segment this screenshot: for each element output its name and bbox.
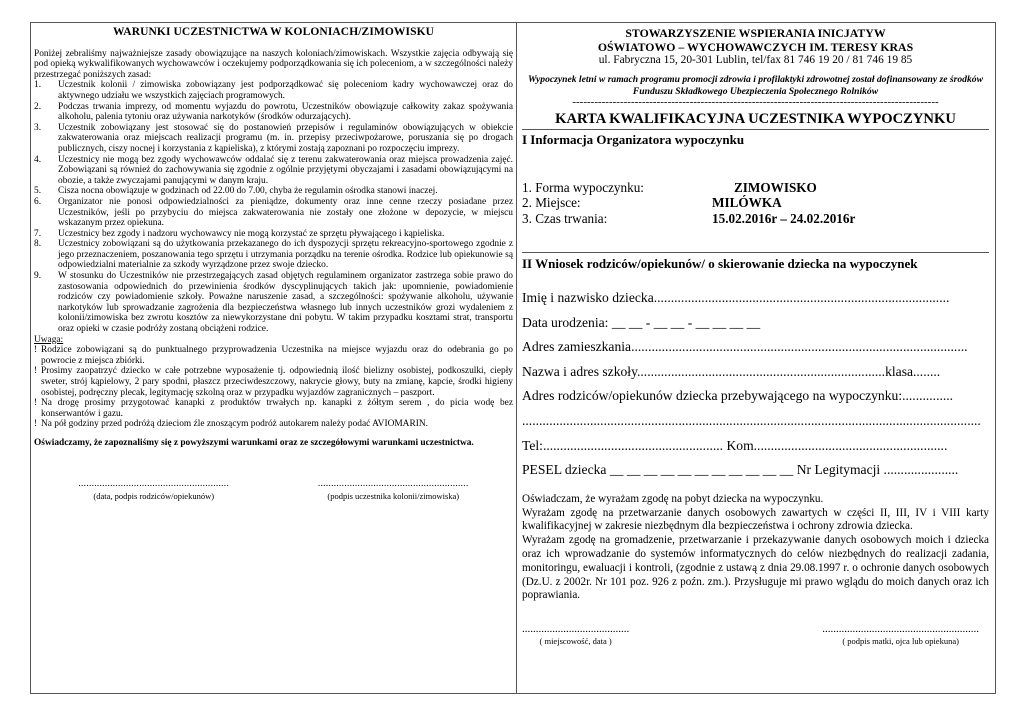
list-item: ! Prosimy zaopatrzyć dziecko w całe potrzebne wyposażenie tj. odpowiednią ilość bielizny osobistej, podkoszulki, ciepły sweter, strój kąpielowy, 2 pary spodni, płaszcz przeciwdeszczowy, nakrycie głowy, buty na zmianę, kapcie, środki higieny osobistej, podręczny plecak, legitymację szkolną oraz w przypadku wyjazdów zagranicznych – paszport. (34, 366, 513, 398)
exclamation-icon: ! (34, 398, 38, 409)
list-item: 7. Uczestnicy bez zgody i nadzoru wychowawcy nie mogą korzystać ze sprzętu pływającego i kąpieliska. (34, 228, 445, 239)
list-item: 1. Uczestnik kolonii / zimowiska zobowiązany jest podporządkować się poleceniom kadry wychowawczej oraz do aktywnego udziału we wszystkich zajęciach programowych. (34, 80, 513, 101)
conditions-column (31, 23, 517, 693)
school-address-field[interactable]: Nazwa i adres szkoły.........................................................................klasa........ (522, 363, 941, 379)
consent-statements (522, 493, 989, 603)
phone-field[interactable]: Tel:..................................................... Kom......................................................... (522, 437, 948, 453)
residence-address-field[interactable]: Adres zamieszkania................................................................................................... (522, 339, 968, 355)
pesel-field[interactable]: PESEL dziecka __ __ __ __ __ __ __ __ __ __ __ Nr Legitymacji ...................... (522, 462, 959, 478)
exclamation-icon: ! (34, 419, 38, 430)
exclamation-icon: ! (34, 345, 38, 356)
card-title: KARTA KWALIFIKACYJNA UCZESTNIKA WYPOCZYNKU (555, 110, 956, 127)
organization-name-line1: STOWARZYSZENIE WSPIERANIA INICJATYW (625, 26, 886, 40)
list-item: ! Na pół godziny przed podróżą dzieciom źle znoszącym podróż autokarem należy podać AVIOMARIN. (34, 419, 428, 430)
rules-list (34, 80, 513, 334)
document-sheet (30, 22, 996, 694)
list-item: 8. Uczestnicy zobowiązani są do użytkowania przekazanego do ich dyspozycji sprzętu rekreacyjno-sportowego zgodnie z jego przeznaczeniem, poszanowania tego sprzętu i utrzymania porządku na terenie ośrodka. Rodzice lub opiekunowie są odpowiedzialni materialnie za szkody wyrządzone przez swoje dziecko. (34, 239, 513, 271)
exclamation-icon: ! (34, 366, 38, 377)
signature-caption: ( podpis matki, ojca lub opiekuna) (842, 636, 959, 647)
parent-signature-field[interactable]: ......................................................... (data, podpis rodziców/opiekunów) (78, 478, 230, 502)
info-form-row: 1. Forma wypoczynku: ZIMOWISKO (522, 179, 817, 195)
dashed-divider: ---------------------------------------------------------------------------------------------------- (572, 97, 939, 107)
list-item: 4. Uczestnicy nie mogą bez zgody wychowawców oddalać się z terenu zakwaterowania oraz miejsca prowadzenia zajęć. Zobowiązani są również do zachowywania się zgodnie z ogólnie przyjętymi obyczajami i zasadami obowiązującymi na obozie, a także zwyczajami panującymi w danym kraju. (34, 154, 513, 186)
organizer-info (522, 180, 989, 227)
qualification-card-column (517, 23, 995, 693)
participant-signature-field[interactable]: ......................................................... (podpis uczestnika kolonii/zimowiska) (317, 478, 469, 502)
parents-address-field[interactable]: Adres rodziców/opiekunów dziecka przebywającego na wypoczynku:............... (522, 388, 954, 404)
signature-caption: (data, podpis rodziców/opiekunów) (93, 491, 215, 502)
list-item: 6. Organizator nie ponosi odpowiedzialności za pieniądze, dokumenty oraz inne cenne rzeczy posiadane przez Uczestników, jeśli po przybyciu do miejsca zakwaterowania nie zostały one złożone w depozycie, w miejscu wskazanym przez opiekuna. (34, 196, 513, 229)
signature-caption: (podpis uczestnika kolonii/zimowiska) (327, 491, 460, 502)
note-heading: Uwaga: (34, 334, 64, 345)
funding-note: Wypoczynek letni w ramach programu promocji zdrowia i profilaktyki zdrowotnej został dofinansowany ze środków Funduszu Składkowego Ubezpieczenia Społecznego Rolników (528, 73, 983, 97)
list-item: 3. Uczestnik zobowiązany jest stosować się do postanowień przepisów i regulaminów obowiązujących w obiekcie zakwaterowania oraz miejscach realizacji programu (m. in. przepisy przeciwpożarowe, poruszania się po drogach publicznych, ciszy nocnej i korzystania z kąpieliska), z którymi zostają zapoznani po rozpoczęciu imprezy. (34, 122, 513, 154)
consent-data-processing: Wyrażam zgodę na przetwarzanie danych osobowych zawartych w części II, III, IV i VIII karty kwalifikacyjnej w zakresie niezbędnym dla bezpieczeństwa i ochrony zdrowia dziecka. (522, 506, 989, 533)
organization-address: ul. Fabryczna 15, 20-301 Lublin, tel/fax 81 746 19 20 / 81 746 19 85 (598, 54, 913, 66)
conditions-title: WARUNKI UCZESTNICTWA W KOLONIACH/ZIMOWISKU (112, 26, 435, 38)
place-date-field[interactable]: ....................................... ( miejscowość, data ) (522, 623, 630, 647)
consent-stay: Oświadczam, że wyrażam zgodę na pobyt dziecka na wypoczynku. (522, 492, 824, 505)
card-signatures (522, 623, 989, 646)
birth-date-field[interactable]: Data urodzenia: __ __ - __ __ - __ __ __ __ (522, 314, 761, 330)
application-form (522, 286, 989, 483)
notes-list (34, 345, 513, 430)
signature-caption: ( miejscowość, data ) (539, 636, 612, 647)
list-item: 9. W stosunku do Uczestników nie przestrzegających zasad objętych regulaminem organizator zastrzega sobie prawo do zastosowania odpowiednich do przewinienia środków dyscyplinujących takich jak: upomnienie, powiadomienie rodziców czy powiadomienie szkoły. Poważne naruszenie zasad, a szczególności: spożywanie alkoholu, używanie narkotyków lub sprowadzanie zagrożenia dla bezpieczeństwa własnego lub innych uczestników grozi wydaleniem z kolonii/zimowiska bez zwrotu kosztów za niewykorzystane dni pobytu. W takim przypadku kosztami strat, transportu oraz opieki w czasie podróży zostaną obciążeni rodzice. (34, 271, 513, 335)
conditions-intro: Poniżej zebraliśmy najważniejsze zasady obowiązujące na naszych koloniach/zimowiskach. Wszystkie zajęcia odbywają się pod opieką wykwalifikowanych wychowawców i oczekujemy podporządkowania się ich poleceniom, a w szczególności należy przestrzegać poniższych zasad: (34, 48, 514, 80)
parents-address-continuation-field[interactable]: ....................................................................................................................................... (522, 412, 981, 428)
list-item: ! Rodzice zobowiązani są do punktualnego przyprowadzenia Uczestnika na miejsce wyjazdu oraz do odebrania go po powrocie z miejsca zbiórki. (34, 345, 513, 366)
conditions-declaration: Oświadczamy, że zapoznaliśmy się z powyższymi warunkami oraz ze szczegółowymi warunkami uczestnictwa. (34, 437, 474, 448)
conditions-signatures (34, 479, 513, 502)
info-duration-row: 3. Czas trwania: 15.02.2016r – 24.02.2016r (522, 210, 856, 226)
list-item: 2. Podczas trwania imprezy, od momentu wyjazdu do powrotu, Uczestników obowiązuje całkowity zakaz spożywania alkoholu, palenia tytoniu oraz używania narkotyków (środków odurzających). (34, 101, 513, 123)
list-item: 5. Cisza nocna obowiązuje w godzinach od 22.00 do 7.00, chyba że regulamin ośrodka stanowi inaczej. (34, 186, 438, 197)
section-2-heading: II Wniosek rodziców/opiekunów/ o skierowanie dziecka na wypoczynek (522, 252, 989, 271)
info-place-row: 2. Miejsce: MILÓWKA (522, 195, 782, 210)
section-1-heading: I Informacja Organizatora wypoczynku (522, 129, 989, 148)
child-name-field[interactable]: Imię i nazwisko dziecka....................................................................................... (522, 290, 950, 305)
guardian-signature-field[interactable]: ......................................................... ( podpis matki, ojca lub opiekuna) (822, 623, 979, 647)
consent-data-collection: Wyrażam zgodę na gromadzenie, przetwarzanie i przekazywanie danych osobowych moich i dziecka oraz ich wprowadzanie do systemów informatycznych do celów niezbędnych do realizacji zadania, monitoringu, ewaluacji i kontroli, (zgodnie z ustawą z dnia 29.08.1997 r. o ochronie danych osobowych (Dz.U. z 2002r. Nr 101 poz. 926 z poźn. zm.). Przysługuje mi prawo wglądu do moich danych oraz ich poprawiania. (522, 534, 989, 602)
organization-name-line2: OŚWIATOWO – WYCHOWAWCZYCH IM. TERESY KRAS (597, 39, 914, 54)
list-item: ! Na drogę prosimy przygotować kanapki z produktów trwałych np. kanapki z żółtym serem , do picia wodę bez konserwantów i gazu. (34, 398, 513, 419)
